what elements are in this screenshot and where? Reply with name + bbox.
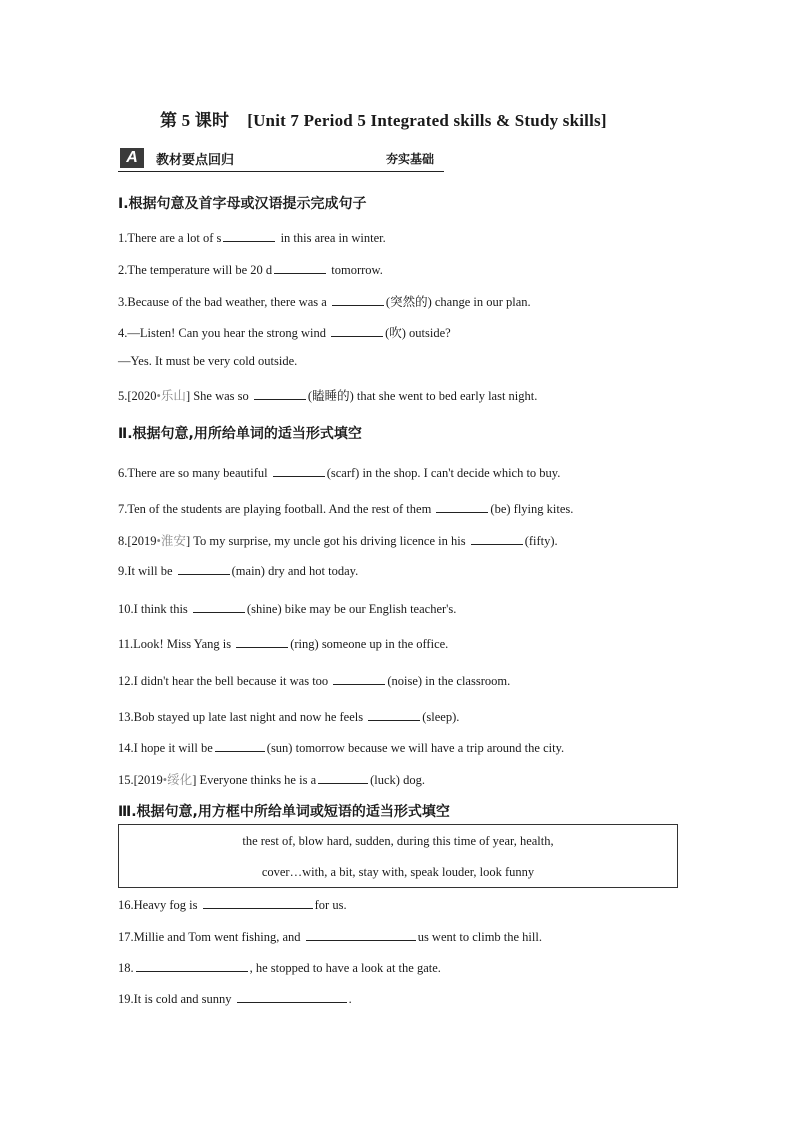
answer-blank[interactable] [136,959,248,972]
answer-blank[interactable] [332,293,384,306]
answer-blank[interactable] [236,635,288,648]
question-19: 19.It is cold and sunny . [118,992,352,1006]
answer-blank[interactable] [333,672,385,685]
answer-blank[interactable] [223,229,275,242]
question-2: 2.The temperature will be 20 d tomorrow. [118,263,383,277]
question-3: 3.Because of the bad weather, there was a (突然的) change in our plan. [118,295,531,309]
answer-blank[interactable] [318,771,368,784]
answer-blank[interactable] [193,600,245,613]
question-6: 6.There are so many beautiful (scarf) in the shop. I can't decide which to buy. [118,466,561,480]
page-title [160,106,607,131]
answer-blank[interactable] [368,708,420,721]
question-15: 15.[2019•绥化] Everyone thinks he is a (luck) dog. [118,773,425,787]
word-box-line-2: cover…with, a bit, stay with, speak louder, look funny [261,865,535,879]
word-box [118,824,678,888]
answer-blank[interactable] [436,500,488,513]
question-8: 8.[2019•淮安] To my surprise, my uncle got his driving licence in his (fifty). [118,534,558,548]
answer-blank[interactable] [215,739,265,752]
answer-blank[interactable] [306,928,416,941]
answer-blank[interactable] [178,562,230,575]
banner-badge: A [120,148,144,168]
answer-blank[interactable] [203,896,313,909]
question-4-reply: —Yes. It must be very cold outside. [118,354,298,368]
answer-blank[interactable] [237,990,347,1003]
title-lesson: 第 5 课时 [160,111,230,130]
question-12: 12.I didn't hear the bell because it was too (noise) in the classroom. [118,674,511,688]
source-tag: •乐山 [156,389,186,403]
question-13: 13.Bob stayed up late last night and now he feels (sleep). [118,710,460,724]
question-10: 10.I think this (shine) bike may be our English teacher's. [118,602,457,616]
answer-blank[interactable] [274,261,326,274]
question-14: 14.I hope it will be (sun) tomorrow because we will have a trip around the city. [118,741,565,755]
answer-blank[interactable] [331,324,383,337]
section-banner [118,146,444,172]
source-tag: •绥化 [162,773,193,787]
banner-divider [118,171,444,173]
word-box-line-1: the rest of, blow hard, sudden, during this time of year, health, [242,834,554,848]
answer-blank[interactable] [273,464,325,477]
question-9: 9.It will be (main) dry and hot today. [118,564,359,578]
question-5: 5.[2020•乐山] She was so (瞌睡的) that she went to bed early last night. [118,389,538,403]
question-1: 1.There are a lot of s in this area in winter. [118,231,386,245]
question-16: 16.Heavy fog is for us. [118,898,347,912]
banner-right-label: 夯实基础 [386,152,435,166]
question-17: 17.Millie and Tom went fishing, and us went to climb the hill. [118,930,542,944]
section-heading-1: Ⅰ.根据句意及首字母或汉语提示完成句子 [118,196,367,212]
question-4: 4.—Listen! Can you hear the strong wind (吹) outside? [118,326,451,340]
section-heading-2: Ⅱ.根据句意,用所给单词的适当形式填空 [118,426,362,442]
banner-label: 教材要点回归 [156,153,235,168]
question-7: 7.Ten of the students are playing football. And the rest of them (be) flying kites. [118,502,574,516]
source-tag: •淮安 [156,534,186,548]
answer-blank[interactable] [254,387,306,400]
section-heading-3: Ⅲ.根据句意,用方框中所给单词或短语的适当形式填空 [118,804,450,820]
answer-blank[interactable] [471,532,523,545]
question-11: 11.Look! Miss Yang is (ring) someone up in the office. [118,637,449,651]
question-18: 18. , he stopped to have a look at the gate. [118,961,441,975]
title-unit: [Unit 7 Period 5 Integrated skills & Study skills] [247,111,607,130]
